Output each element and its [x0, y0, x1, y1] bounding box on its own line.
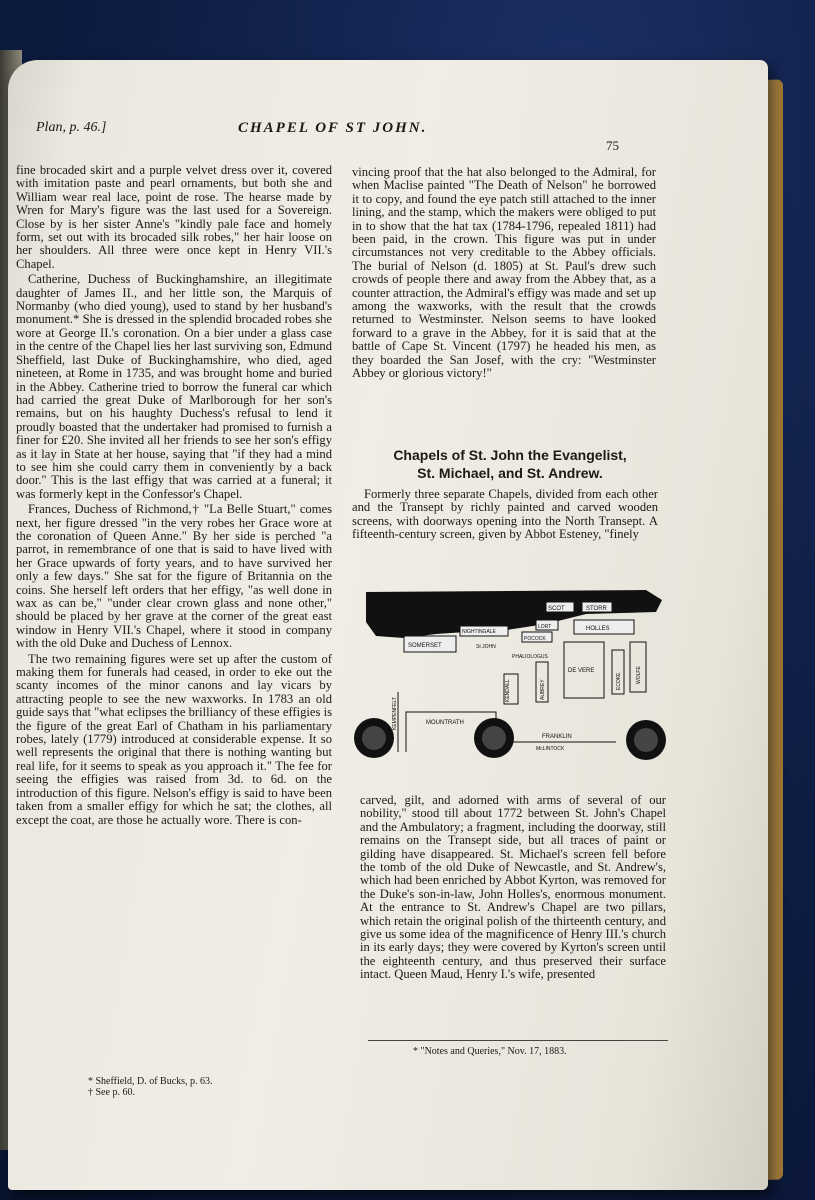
plan-label-kempenfelt: KEMPENFELT	[392, 697, 398, 730]
plan-label-phaliologus: PHALIOLOGUS	[512, 654, 548, 660]
footnote-notes-queries: * "Notes and Queries," Nov. 17, 1883.	[413, 1046, 567, 1057]
plan-label-mclintock: McLINTOCK	[536, 746, 565, 752]
plan-label-somerset: SOMERSET	[408, 643, 442, 649]
page-number: 75	[606, 138, 619, 153]
plan-label-franklin: FRANKLIN	[542, 734, 572, 740]
plan-pillar-left	[354, 718, 394, 758]
plan-label-wolfe: WOLFE	[636, 666, 642, 684]
plan-label-ecoke: ECOKE	[616, 672, 622, 690]
plan-label-pocock: POCOCK	[524, 636, 546, 642]
footnote-rule	[368, 1040, 668, 1041]
plan-label-st-john: St JOHN	[476, 644, 496, 650]
right-paragraph-3: carved, gilt, and adorned with arms of several of our nobility," stood till about 1772 between St. John's Chapel and the Ambulatory; a fragment, including the doorway, still remains on the Transept side, but all traces of paint or gilding have disappeared. St. Michael's screen fell before the tomb of the old Duke of Newcastle, and St. Andrew's, which had been enriched by Abbot Kyrton, was removed for the Duke's son-in-law, John Holles's, enormous monument. At the entrance to St. Andrew's Chapel are two pillars, which retain the original polish of the thirteenth century, and give us some idea of the magnificence of Henry III.'s church in its early days; they were covered by Kyrton's screen until the eighteenth century, and thus preserved their surface intact. Queen Maud, Henry I.'s wife, presented	[360, 793, 666, 982]
plan-pillar-center	[474, 718, 514, 758]
chapel-plan-diagram	[346, 572, 668, 784]
right-paragraph-2-wrap	[352, 488, 658, 544]
plan-label-mountrath: MOUNTRATH	[426, 720, 464, 726]
section-heading-line-1: Chapels of St. John the Evangelist,	[393, 447, 627, 463]
plan-label-de-vere: DE VERE	[568, 668, 595, 674]
plan-label-holles: HOLLES	[586, 626, 610, 632]
left-paragraph-3: Frances, Duchess of Richmond,† "La Belle Stuart," comes next, her figure dressed "in the very robes her Grace wore at the coronation of Queen Anne." By her side is perched "a parrot, in remembrance of one that is said to have lived with her Grace upwards of forty years, and to have survived her only a few days." She sat for the figure of Britannia on the coins. She herself left orders that her effigy, "as well done in wax as can be," "under clear crown glass and none other," should be placed by her grave at the corner of the great east window in Henry VII.'s Chapel, where it stood in company with the old Duke and Duchess of Lennox.	[16, 502, 332, 651]
plan-pillar-right	[626, 720, 666, 760]
left-paragraph-1: fine brocaded skirt and a purple velvet dress over it, covered with imitation paste and pearl ornaments, but both she and William wear real lace, point de rose. The hearse made by Wren for Mary's figure was the last used for a Sovereign. Close by is her sister Anne's "kindly pale face and homely form, set out with its brocaded silk robes," her hair loose on her shoulders. All three were once kept in Henry VII.'s Chapel.	[16, 163, 332, 271]
plan-label-storr: STORR	[586, 606, 607, 612]
plan-reference: Plan, p. 46.]	[36, 120, 107, 135]
plan-label-scot: SCOT	[548, 606, 565, 612]
running-head: CHAPEL OF ST JOHN.	[238, 120, 428, 136]
right-column-top	[352, 166, 656, 383]
right-paragraph-2: Formerly three separate Chapels, divided from each other and the Transept by richly painted and carved wooden screens, with doorways opening into the North Transept. A fifteenth-century screen, given by Abbot Esteney, "finely	[352, 487, 658, 542]
right-paragraph-1: vincing proof that the hat also belonged to the Admiral, for when Maclise painted "The Death of Nelson" he borrowed it to copy, and found the eye patch still attached to the inner lining, and the stamp, which the makers were obliged to put in to show that the hat tax (1784-1796, repealed 1811) had been paid, in the crown. This figure was put in under circumstances not very creditable to the Abbey officials. The burial of Nelson (d. 1805) at St. Paul's drew such crowds of people there and away from the Abbey that, as a counter attraction, the Admiral's effigy was made and set up among the waxworks, with the result that the crowds returned to Westminster. Nelson seems to have looked forward to a grave in the Abbey, for it is said that at the battle of Cape St. Vincent (1797) he headed his men, as they boarded the San Josef, with the cry: "Westminster Abbey or glorious victory!"	[352, 165, 656, 381]
plan-label-kendall: KENDALL	[505, 679, 511, 702]
left-footnotes	[88, 1076, 213, 1098]
plan-label-nightingale: NIGHTINGALE	[462, 629, 496, 635]
left-paragraph-2: Catherine, Duchess of Buckinghamshire, an illegitimate daughter of James II., and her little son, the Marquis of Normanby (who died young), used to stand by her husband's monument.* She is dressed in the splendid brocaded robes she wore at George II.'s coronation. On a bier under a glass case in the centre of the Chapel lies her last surviving son, Edmund Sheffield, last Duke of Buckinghamshire, who died, aged nineteen, at Rome in 1735, and was brought home and buried in the Abbey. Catherine tried to borrow the funeral car which had carried the great Duke of Marlborough for her son's remains, but on his haughty Duchess's refusal to lend it proudly boasted that the undertaker had promised to furnish a finer for £20. She invited all her friends to see her son's effigy as it lay in State at her house, saying that "if they had a mind to see him she could carry them in conveniently by a back door." This is the last effigy that was carried at a funeral; it was formerly kept in the Confessor's Chapel.	[16, 272, 332, 501]
section-heading-line-2: St. Michael, and St. Andrew.	[417, 465, 603, 481]
left-column	[16, 164, 332, 829]
section-heading	[360, 446, 660, 482]
plan-label-lort: LORT	[538, 624, 552, 630]
plan-label-aubrey: AUBREY	[540, 679, 546, 700]
footnote-sheffield: * Sheffield, D. of Bucks, p. 63.	[88, 1076, 213, 1087]
right-column-bottom	[360, 794, 666, 984]
footnote-see-p60: † See p. 60.	[88, 1087, 135, 1098]
left-paragraph-4: The two remaining figures were set up after the custom of making them for funerals had ceased, in order to eke out the scanty incomes of the minor canons and lay vicars by attracting people to see the new waxworks. In 1783 an old guide says that "what eclipses the brilliancy of these effigies is the figure of the great Earl of Chatham in his parliamentary robes, lately (1779) introduced at considerable expense. It so well represents the original that there is nothing wanting but real life, for it seems to speak as you approach it." The fee for seeing the effigies was raised from 3d. to 6d. on the introduction of this figure. Nelson's effigy is said to have been taken from a smaller effigy for which he sat; the clothes, all except the coat, are those he actually wore. There is con-	[16, 651, 332, 827]
book-page	[8, 60, 768, 1190]
